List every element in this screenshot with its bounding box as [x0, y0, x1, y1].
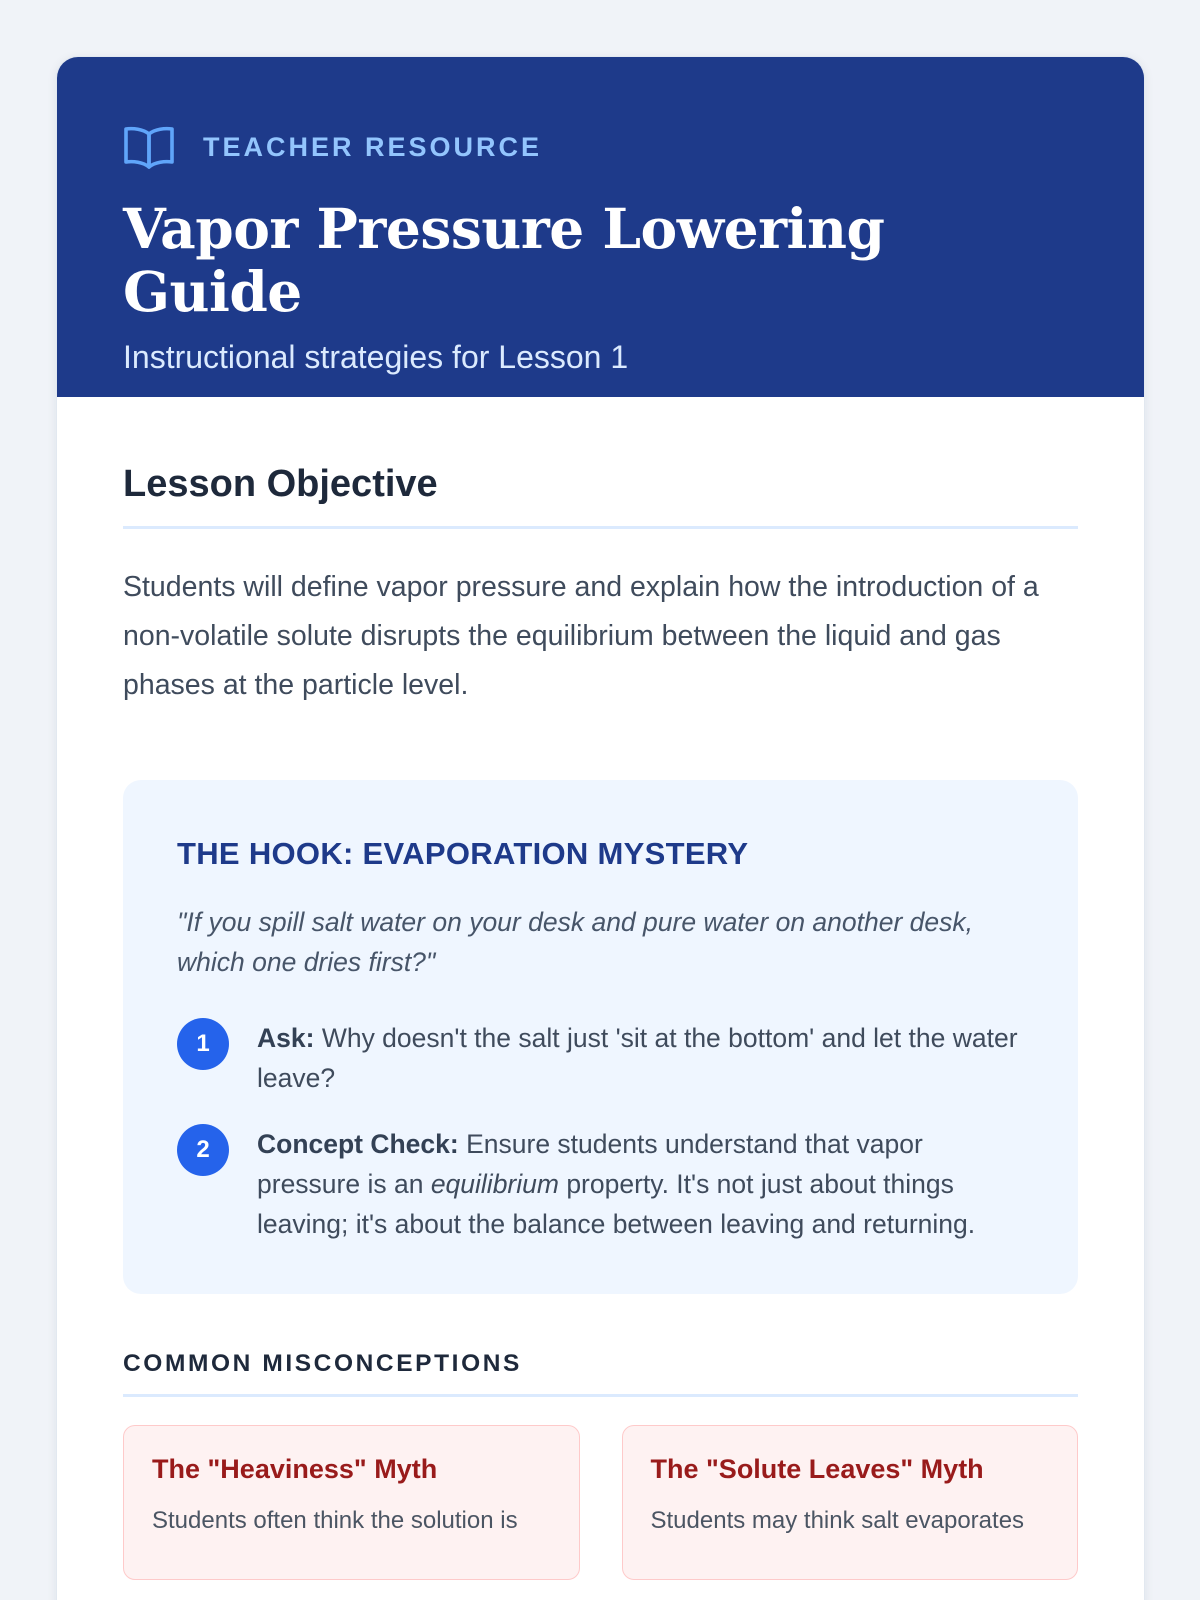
hook-step-2 [177, 1124, 1024, 1244]
page-title: Vapor Pressure Lowering Guide [123, 196, 885, 325]
misconception-card [123, 1425, 580, 1580]
objective-heading: Lesson Objective [123, 463, 1078, 529]
step-body-after: property. It's not just about things leaving; it's about the balance between leaving and returning. [257, 1169, 976, 1239]
misconceptions-grid [123, 1425, 1078, 1580]
misconceptions-section [123, 1350, 1078, 1580]
misconception-text: Students may think salt evaporates [650, 1507, 1025, 1534]
objective-text: Students will define vapor pressure and explain how the introduction of a non-volatile solute disrupts the equilibrium between the liquid and gas phases at the particle level. [123, 571, 1039, 701]
hook-quote: "If you spill salt water on your desk and pure water on another desk, which one dries first?" [177, 907, 974, 977]
page-subtitle: Instructional strategies for Lesson 1 [123, 338, 629, 375]
guide-header [57, 57, 1144, 397]
step-label: Ask: [257, 1023, 315, 1053]
hook-box [123, 780, 1078, 1294]
step-text [257, 1018, 1024, 1098]
misconception-text: Students often think the solution is [152, 1507, 518, 1534]
eyebrow [123, 125, 1078, 169]
hook-step-1 [177, 1018, 1024, 1098]
hook-steps [177, 1018, 1024, 1244]
misconception-title: The "Solute Leaves" Myth [650, 1454, 984, 1484]
guide-content [57, 397, 1144, 1580]
step-label: Concept Check: [257, 1129, 459, 1159]
step-body-before: Ensure students understand that vapor pressure is an [257, 1129, 923, 1199]
misconceptions-heading: COMMON MISCONCEPTIONS [123, 1350, 1078, 1397]
step-body: Why doesn't the salt just 'sit at the bottom' and let the water leave? [257, 1023, 1018, 1093]
misconception-card [622, 1425, 1079, 1580]
hook-title: THE HOOK: EVAPORATION MYSTERY [177, 836, 749, 871]
misconception-title: The "Heaviness" Myth [152, 1454, 438, 1484]
eyebrow-label: TEACHER RESOURCE [203, 131, 543, 162]
step-text [257, 1124, 1024, 1244]
step-emphasis: equilibrium [430, 1169, 559, 1199]
objective-section [123, 463, 1078, 710]
step-number-badge: 2 [177, 1124, 229, 1176]
step-number-badge: 1 [177, 1018, 229, 1070]
guide-card [56, 56, 1145, 1600]
open-book-icon [123, 124, 175, 170]
